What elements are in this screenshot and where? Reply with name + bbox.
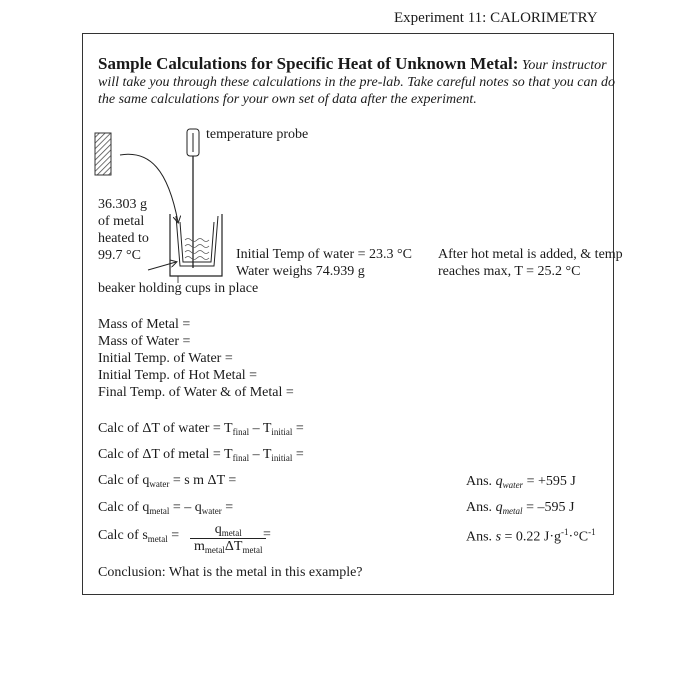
water-info [236,246,412,280]
beaker-label: beaker holding cups in place [98,281,259,296]
calc-q-metal: Calc of $q_{metal}$ = – $q_{water}$ = [98,500,234,516]
fraction-equals: = [263,527,271,542]
calc-q-water: Calc of $q_{water} = s$ m ΔT = [98,473,237,489]
intro-title: Sample Calculations for Specific Heat of Unknown Metal: [98,54,519,73]
list-item: Initial Temp. of Water = [98,351,233,366]
list-item: Mass of Water = [98,334,191,349]
answer-q-water: Ans. $q_{water} = +595$ J [466,474,576,490]
after-info [438,246,623,280]
conclusion: Conclusion: What is the metal in this example? [98,565,363,580]
metal-line3: heated to [98,231,149,246]
calc-s-metal: Calc of $s_{metal}$ = [98,528,180,544]
metal-info [98,196,149,264]
calc-dt-water: Calc of ΔT of water = $T_{final} - T_{initial}$ = [98,421,304,437]
specific-heat-fraction [190,522,266,555]
metal-block [95,133,111,175]
after-line2: reaches max, T = 25.2 °C [438,264,581,279]
list-item: Initial Temp. of Hot Metal = [98,368,258,383]
answer-specific-heat: Ans. s = 0.22 $J\cdot g^{-1}\cdot^\circ C^{-1}$ [466,527,596,545]
fraction-numerator: $q_{metal}$ [190,522,266,539]
page-header: Experiment 11: CALORIMETRY [394,10,598,26]
water-initial-temp: Initial Temp of water = 23.3 °C [236,247,412,262]
answer-q-metal: Ans. $q_{metal} = -595$ J [466,500,575,516]
metal-temp: 99.7 °C [98,248,141,263]
list-item: Mass of Metal = [98,317,191,332]
intro-body: Your instructor will take you through these calculations in the pre-lab. Take careful notes so that you can do the same calculations for your own set of data after the experiment. [98,58,616,107]
metal-mass: 36.303 g [98,197,147,212]
metal-arrow [148,262,176,270]
list-item: Final Temp. of Water & of Metal = [98,385,294,400]
fraction-denominator: $m_{metal}\Delta T_{metal}$ [194,539,263,555]
data-list [98,316,294,401]
calc-dt-metal: Calc of ΔT of metal = $T_{final} - T_{initial}$ = [98,447,304,463]
water-and-metal [185,239,209,260]
water-weight: Water weighs 74.939 g [236,264,365,279]
after-line1: After hot metal is added, & temp [438,247,623,262]
metal-line2: of metal [98,214,145,229]
probe-label: temperature probe [206,127,309,142]
